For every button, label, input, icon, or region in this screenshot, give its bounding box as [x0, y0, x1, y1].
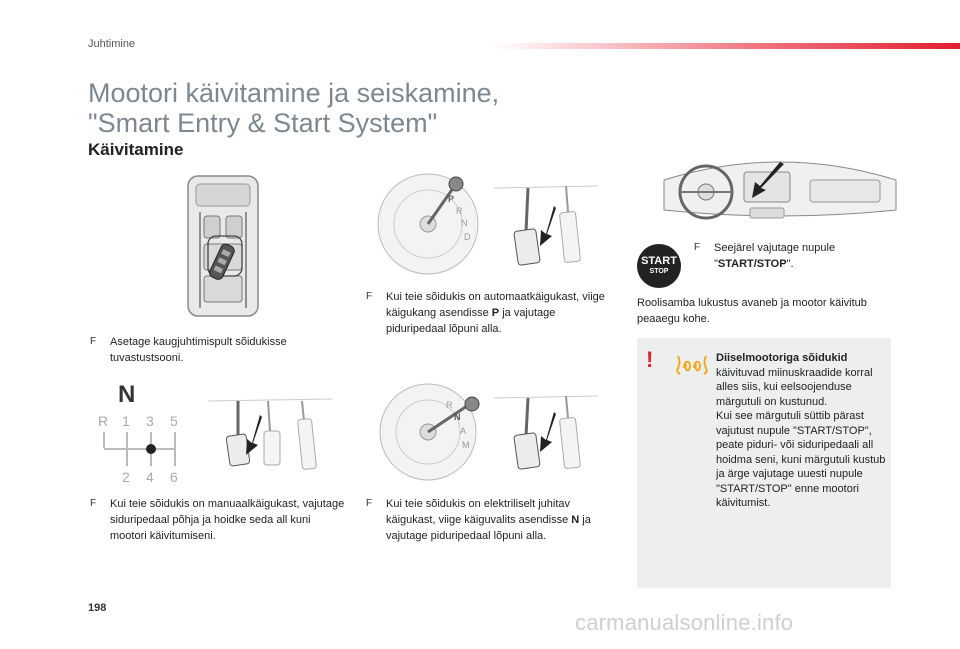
step-start-text: [694, 240, 890, 272]
manual-gear-r: R: [98, 413, 109, 429]
section-subtitle: Käivitamine: [88, 140, 184, 159]
auto-gear-d: D: [464, 232, 471, 242]
manual-gear-6: 6: [170, 469, 178, 485]
step-electric-text: [366, 496, 622, 544]
automatic-gearbox-illustration: [376, 172, 600, 282]
diesel-info-title: Diiselmootoriga sõidukid: [716, 352, 848, 364]
manual-gear-n-large: N: [118, 382, 136, 408]
step-electric-text-pre: Kui teie sõidukis on elektriliselt juhitav käigukast, viige käiguvalits asendisse: [386, 498, 572, 526]
page-title-line-2: "Smart Entry & Start System": [88, 108, 438, 138]
gear-position-p: P: [491, 307, 500, 319]
elec-gear-a: A: [460, 426, 467, 436]
manual-gear-3: 3: [146, 413, 154, 429]
manual-gear-pattern-illustration: [96, 382, 188, 488]
start-stop-keyword: START/STOP: [717, 258, 787, 270]
step-automatic-text: [366, 289, 606, 337]
manual-gear-2: 2: [122, 469, 130, 485]
elec-gear-n: N: [454, 412, 461, 422]
page-title: [88, 78, 499, 138]
step-manual-gearbox: [90, 496, 346, 544]
elec-gear-r: R: [446, 400, 453, 410]
gear-position-n: N: [571, 514, 580, 526]
glow-plug-icon: [676, 354, 708, 376]
pointing-finger-icon: F: [366, 291, 373, 302]
step-automatic-text-pre: Kui teie sõidukis on automaatkäigukast, viige käigukang asendisse: [386, 291, 605, 319]
auto-gear-n: N: [461, 218, 468, 228]
start-stop-button-icon: [637, 244, 681, 288]
manual-pedals-illustration: [206, 395, 334, 475]
step-automatic-text-post: ja vajutage piduripedaal lõpuni alla.: [386, 307, 556, 335]
stop-label: STOP: [649, 268, 669, 275]
pointing-finger-icon: F: [366, 498, 373, 509]
diesel-info-body-2: Kui see märgutuli süttib pärast vajutust nupule "START/STOP", peate piduri- või siduripedaali all hoidma seni, kuni märgutuli kustub ja ärge vajutage uuesti nupule "START/STOP" enne mootori käivitumist.: [716, 410, 886, 509]
manual-gear-5: 5: [170, 413, 178, 429]
section-label: Juhtimine: [88, 38, 136, 50]
step-electric-gearbox: [366, 496, 622, 544]
pointing-finger-icon: F: [90, 498, 97, 509]
step-electric-text-post: ja vajutage piduripedaal lõpuni alla.: [386, 514, 591, 542]
watermark: carmanualsonline.info: [575, 610, 794, 635]
warning-icon: !: [646, 347, 654, 372]
start-label: START: [641, 255, 677, 267]
step-start-text-post: ".: [786, 258, 794, 270]
step-start-button: [694, 240, 890, 272]
manual-gear-4: 4: [146, 469, 154, 485]
auto-gear-p: P: [448, 194, 455, 204]
step-manual-text: Kui teie sõidukis on manuaalkäigukast, vajutage siduripedaal põhja ja hoidke seda all kuni mootori käivitumiseni.: [110, 498, 345, 542]
step-start-text-pre: Seejärel vajutage nupule ": [714, 242, 836, 270]
pointing-finger-icon: F: [694, 242, 701, 253]
step-automatic-gearbox: [366, 289, 606, 337]
elec-gear-m: M: [462, 440, 470, 450]
step-remote-key: [90, 334, 330, 366]
auto-gear-r: R: [456, 206, 463, 216]
diesel-info-text: [716, 351, 888, 511]
page-title-line-1: Mootori käivitamine ja seiskamine,: [88, 78, 500, 108]
header-accent-bar: [492, 43, 960, 49]
manual-gear-1: 1: [122, 413, 130, 429]
car-topview-illustration: [186, 172, 262, 320]
dashboard-illustration: [660, 150, 900, 232]
electric-gearbox-illustration: [376, 382, 600, 482]
diesel-info-body-1: käivituvad miinuskraadide korral alles siis, kui eelsoojenduse märgutuli on kustunud.: [716, 366, 873, 408]
step-remote-key-text: Asetage kaugjuhtimispult sõidukisse tuvastustsooni.: [110, 336, 287, 364]
page-number: 198: [88, 602, 107, 614]
steering-lock-note: Roolisamba lukustus avaneb ja mootor käivitub peaaegu kohe.: [637, 297, 867, 325]
pointing-finger-icon: F: [90, 336, 97, 347]
